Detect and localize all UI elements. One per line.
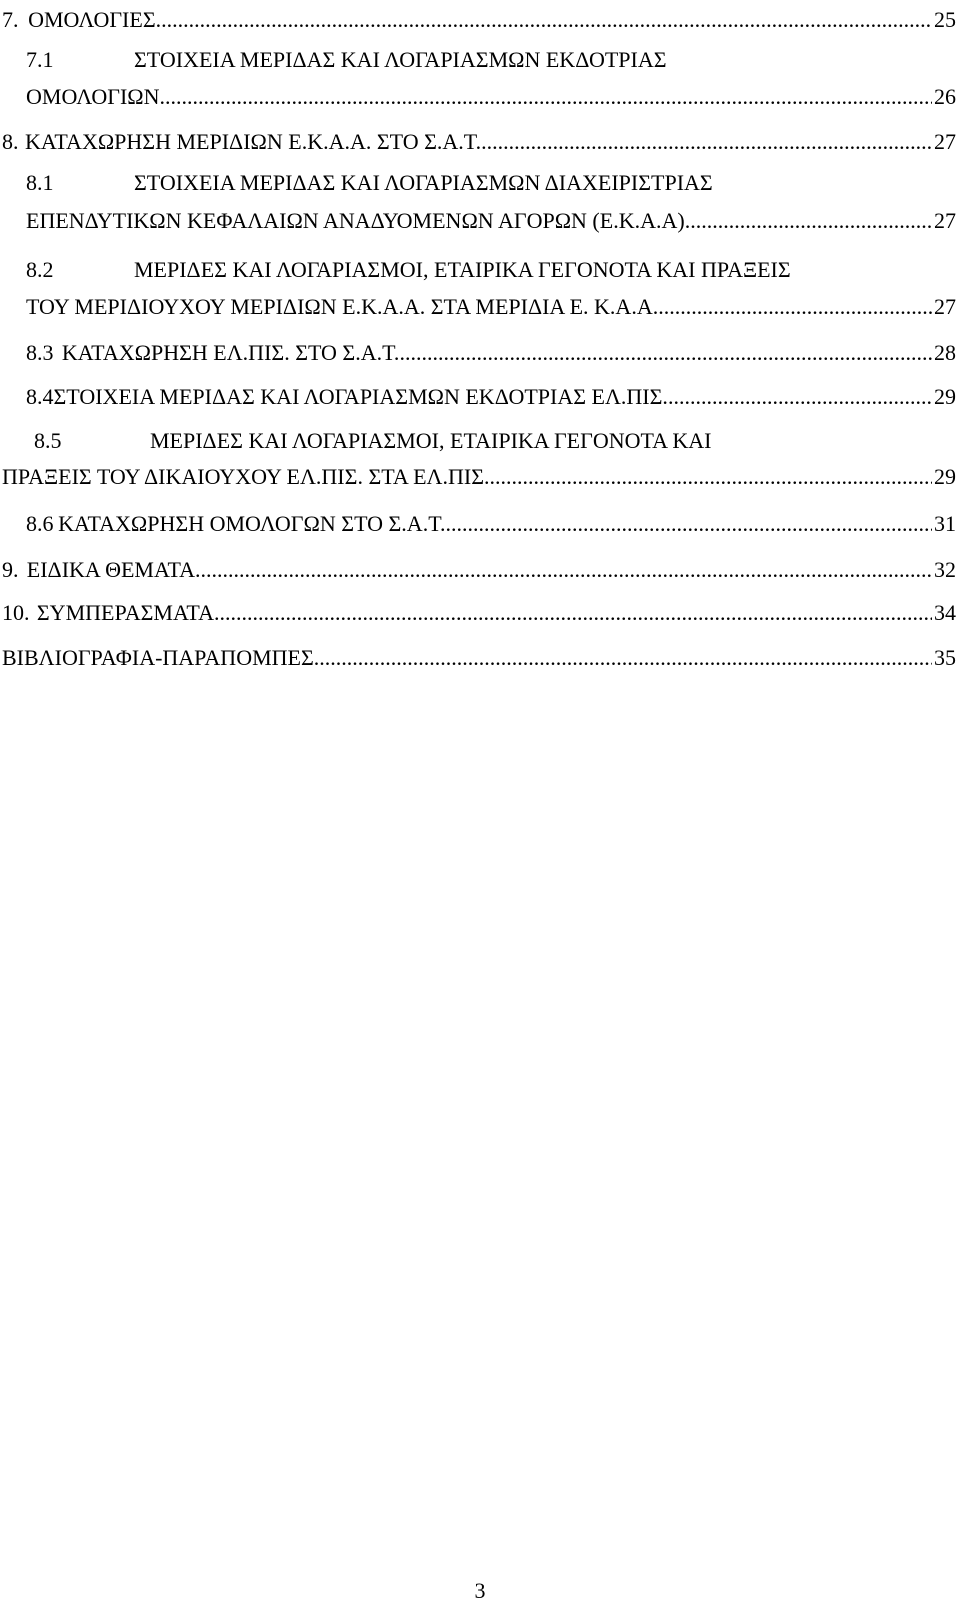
toc-leader-dots xyxy=(399,338,932,368)
toc-entry-8[interactable] xyxy=(0,127,956,157)
toc-entry-title-cont: ΤΟΥ ΜΕΡΙΔΙΟΥΧΟΥ ΜΕΡΙΔΙΩΝ Ε.Κ.Α.Α. ΣΤΑ ΜΕΡΙΔΙΑ Ε. Κ.Α.Α. xyxy=(26,294,659,319)
toc-leader-dots xyxy=(214,598,932,628)
toc-entry-8-2-line2[interactable] xyxy=(0,292,956,322)
toc-leader-dots xyxy=(195,555,932,585)
toc-entry-8-2-line1[interactable] xyxy=(0,255,956,285)
toc-entry-title: ΣΤΟΙΧΕΙΑ ΜΕΡΙΔΑΣ ΚΑΙ ΛΟΓΑΡΙΑΣΜΩΝ ΕΚΔΟΤΡΙΑΣ ΕΛ.ΠΙΣ. xyxy=(53,384,668,409)
toc-leader-dots xyxy=(490,462,932,492)
toc-entry-number: 8.6 xyxy=(26,511,54,536)
toc-entry-number: 7.1 xyxy=(26,47,54,72)
toc-entry-9[interactable] xyxy=(0,555,956,585)
toc-entry-page: 32 xyxy=(934,557,956,582)
toc-entry-8-4[interactable] xyxy=(0,382,956,412)
toc-entry-page: 29 xyxy=(934,384,956,409)
toc-entry-title: ΚΑΤΑΧΩΡΗΣΗ ΟΜΟΛΟΓΩΝ ΣΤΟ Σ.Α.Τ. xyxy=(58,511,446,536)
toc-leader-dots xyxy=(446,509,933,539)
toc-entry-8-5-line2[interactable] xyxy=(0,462,956,492)
toc-entry-page: 28 xyxy=(934,340,956,365)
toc-entry-7[interactable] xyxy=(0,5,956,35)
toc-leader-dots xyxy=(658,292,932,322)
toc-entry-8-1-line2[interactable] xyxy=(0,206,956,236)
toc-entry-title-cont: ΟΜΟΛΟΓΙΩΝ xyxy=(26,84,160,109)
toc-entry-7-1-line2[interactable] xyxy=(0,82,956,112)
toc-entry-page: 35 xyxy=(934,645,956,670)
toc-entry-title: ΣΤΟΙΧΕΙΑ ΜΕΡΙΔΑΣ ΚΑΙ ΛΟΓΑΡΙΑΣΜΩΝ ΔΙΑΧΕΙΡΙΣΤΡΙΑΣ xyxy=(134,170,713,195)
toc-leader-dots xyxy=(314,643,932,673)
toc-entry-8-5-line1[interactable] xyxy=(0,426,956,456)
toc-entry-number: 8. xyxy=(2,129,19,154)
toc-leader-dots xyxy=(481,127,932,157)
toc-entry-title: ΚΑΤΑΧΩΡΗΣΗ ΕΛ.ΠΙΣ. ΣΤΟ Σ.Α.Τ. xyxy=(61,340,400,365)
toc-entry-page: 27 xyxy=(934,208,956,233)
toc-entry-7-1-line1[interactable] xyxy=(0,45,956,75)
toc-entry-page: 29 xyxy=(934,464,956,489)
page-number: 3 xyxy=(474,1578,486,1603)
toc-entry-number: 9. xyxy=(2,557,19,582)
toc-entry-title-cont: ΕΠΕΝΔΥΤΙΚΩΝ ΚΕΦΑΛΑΙΩΝ ΑΝΑΔΥΟΜΕΝΩΝ ΑΓΟΡΩΝ (Ε.Κ.Α.Α). xyxy=(26,208,691,233)
toc-entry-page: 27 xyxy=(934,129,956,154)
toc-entry-8-3[interactable] xyxy=(0,338,956,368)
toc-entry-title: ΒΙΒΛΙΟΓΡΑΦΙΑ-ΠΑΡΑΠΟΜΠΕΣ xyxy=(2,645,314,670)
toc-entry-bibliography[interactable] xyxy=(0,643,956,673)
toc-entry-title-cont: ΠΡΑΞΕΙΣ ΤΟΥ ΔΙΚΑΙΟΥΧΟΥ ΕΛ.ΠΙΣ. ΣΤΑ ΕΛ.ΠΙΣ. xyxy=(2,464,490,489)
toc-entry-title: ΕΙΔΙΚΑ ΘΕΜΑΤΑ xyxy=(26,557,196,582)
toc-entry-page: 26 xyxy=(934,84,956,109)
toc-entry-number: 8.3 xyxy=(26,340,54,365)
toc-leader-dots xyxy=(668,382,932,412)
toc-entry-title: ΜΕΡΙΔΕΣ ΚΑΙ ΛΟΓΑΡΙΑΣΜΟΙ, ΕΤΑΙΡΙΚΑ ΓΕΓΟΝΟΤΑ ΚΑΙ ΠΡΑΞΕΙΣ xyxy=(134,257,791,282)
toc-entry-title: ΟΜΟΛΟΓΙΕΣ xyxy=(28,7,156,32)
toc-entry-8-1-line1[interactable] xyxy=(0,168,956,198)
toc-leader-dots xyxy=(690,206,932,236)
toc-entry-number: 8.4 xyxy=(26,384,54,409)
toc-entry-number: 7. xyxy=(2,7,19,32)
toc-entry-8-6[interactable] xyxy=(0,509,956,539)
toc-entry-number: 10. xyxy=(2,600,30,625)
toc-entry-number: 8.5 xyxy=(34,428,62,453)
toc-entry-number: 8.2 xyxy=(26,257,54,282)
toc-entry-title: ΣΤΟΙΧΕΙΑ ΜΕΡΙΔΑΣ ΚΑΙ ΛΟΓΑΡΙΑΣΜΩΝ ΕΚΔΟΤΡΙΑΣ xyxy=(134,47,667,72)
toc-entry-page: 34 xyxy=(934,600,956,625)
toc-entry-title: ΚΑΤΑΧΩΡΗΣΗ ΜΕΡΙΔΙΩΝ Ε.Κ.Α.Α. ΣΤΟ Σ.Α.Τ. xyxy=(25,129,482,154)
toc-entry-page: 27 xyxy=(934,294,956,319)
toc-leader-dots xyxy=(160,82,932,112)
toc-entry-number: 8.1 xyxy=(26,170,54,195)
toc-entry-10[interactable] xyxy=(0,598,956,628)
toc-entry-page: 25 xyxy=(934,7,956,32)
toc-entry-title: ΜΕΡΙΔΕΣ ΚΑΙ ΛΟΓΑΡΙΑΣΜΟΙ, ΕΤΑΙΡΙΚΑ ΓΕΓΟΝΟΤΑ ΚΑΙ xyxy=(150,428,712,453)
toc-leader-dots xyxy=(156,5,932,35)
toc-entry-title: ΣΥΜΠΕΡΑΣΜΑΤΑ xyxy=(36,600,214,625)
toc-entry-page: 31 xyxy=(934,511,956,536)
